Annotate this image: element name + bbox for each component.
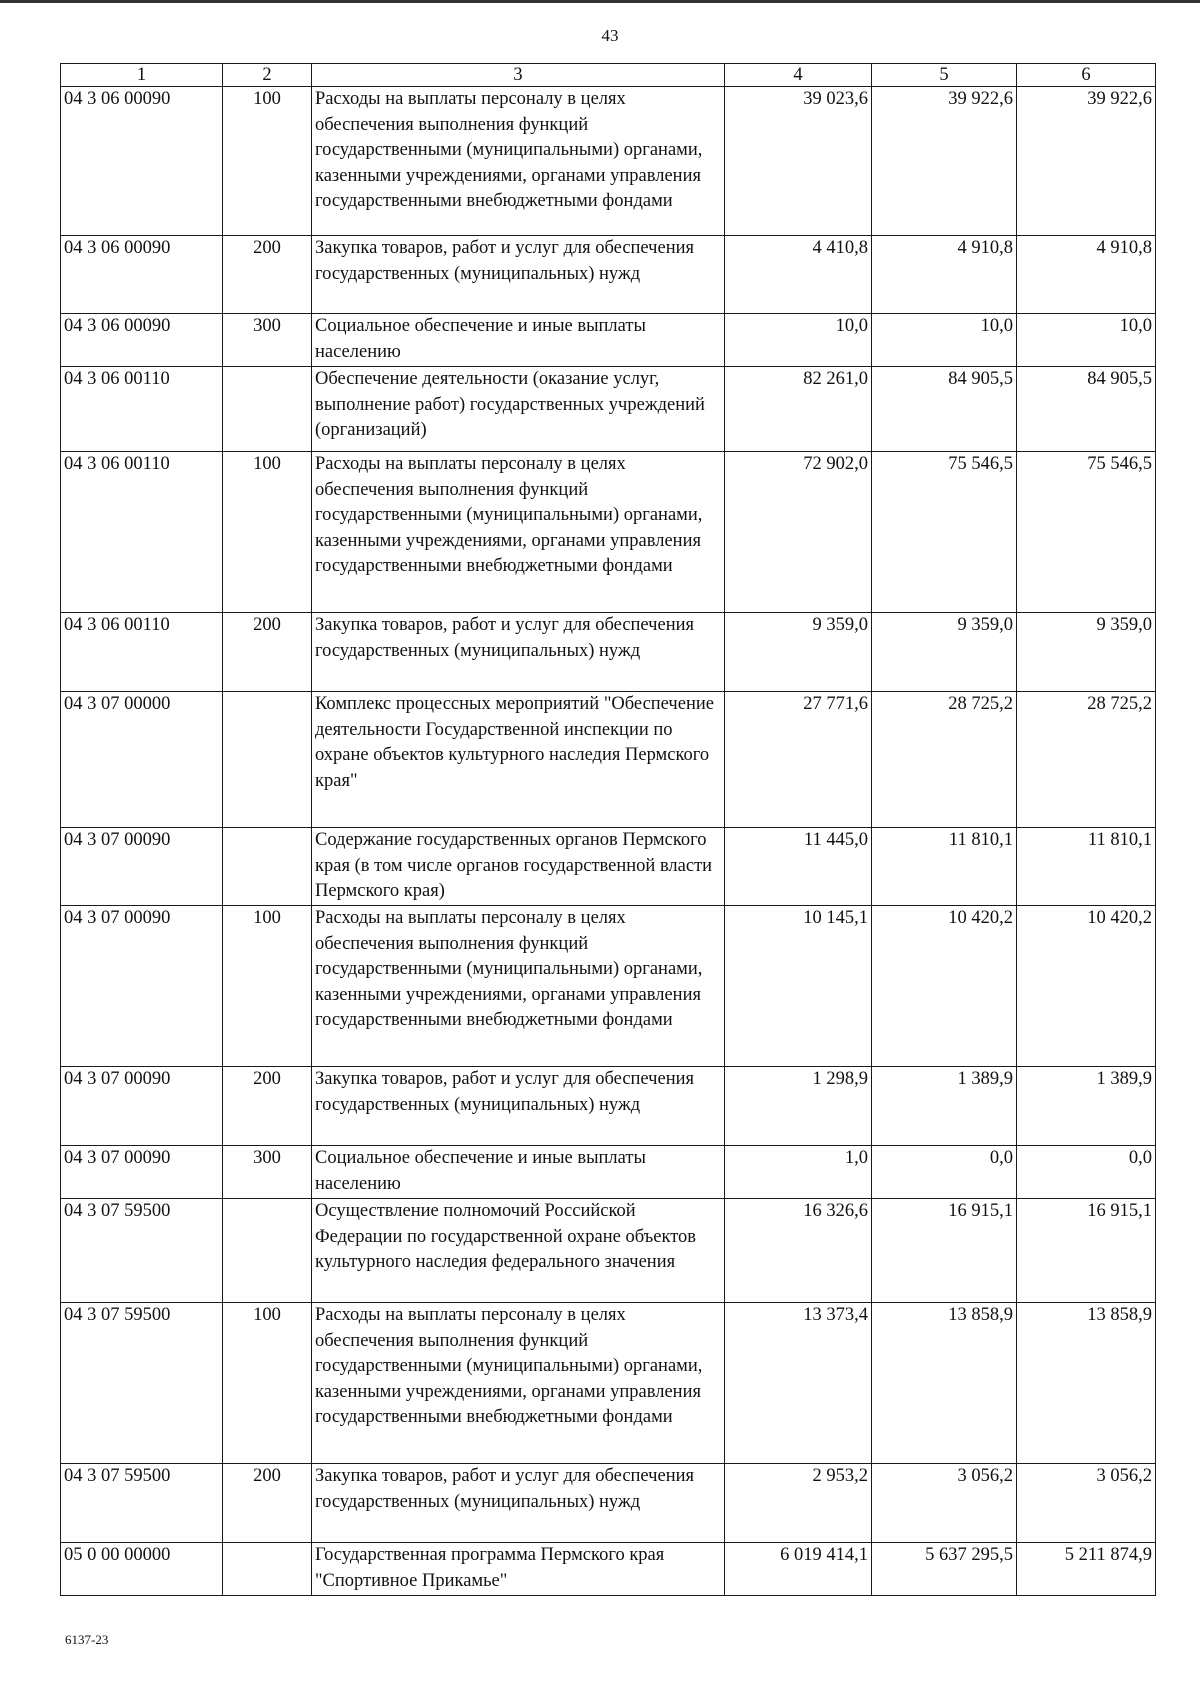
cell-value-3: 16 915,1: [1017, 1199, 1156, 1303]
table-row: [61, 1199, 1156, 1303]
cell-name: Расходы на выплаты персоналу в целях обеспечения выполнения функций государственными (муниципальными) органами, казенными учреждениями, органами управления государственными внебюджетными фондами: [312, 1303, 725, 1464]
cell-value-3: 0,0: [1017, 1146, 1156, 1199]
cell-value-2: 4 910,8: [872, 236, 1017, 314]
cell-name: Обеспечение деятельности (оказание услуг, выполнение работ) государственных учреждений (организаций): [312, 367, 725, 452]
cell-code: 04 3 06 00110: [61, 367, 223, 452]
cell-value-1: 82 261,0: [725, 367, 872, 452]
cell-value-2: 0,0: [872, 1146, 1017, 1199]
cell-type: 100: [223, 87, 312, 236]
cell-value-2: 10 420,2: [872, 906, 1017, 1067]
cell-value-1: 4 410,8: [725, 236, 872, 314]
cell-code: 04 3 07 00090: [61, 1067, 223, 1146]
cell-type: 200: [223, 613, 312, 692]
budget-table: [60, 63, 1156, 1596]
header-cell-type: 2: [223, 64, 312, 87]
cell-value-3: 84 905,5: [1017, 367, 1156, 452]
cell-code: 04 3 06 00090: [61, 314, 223, 367]
cell-type: 100: [223, 906, 312, 1067]
cell-code: 04 3 07 59500: [61, 1303, 223, 1464]
cell-type: 200: [223, 1067, 312, 1146]
cell-value-2: 13 858,9: [872, 1303, 1017, 1464]
table-header: [61, 64, 1156, 87]
cell-name: Комплекс процессных мероприятий "Обеспечение деятельности Государственной инспекции по охране объектов культурного наследия Пермского края": [312, 692, 725, 828]
cell-name: Закупка товаров, работ и услуг для обеспечения государственных (муниципальных) нужд: [312, 1464, 725, 1543]
cell-code: 04 3 06 00110: [61, 452, 223, 613]
cell-value-3: 10 420,2: [1017, 906, 1156, 1067]
table-row: [61, 1067, 1156, 1146]
table-row: [61, 1464, 1156, 1543]
cell-value-1: 27 771,6: [725, 692, 872, 828]
cell-value-2: 16 915,1: [872, 1199, 1017, 1303]
cell-value-2: 1 389,9: [872, 1067, 1017, 1146]
cell-name: Закупка товаров, работ и услуг для обеспечения государственных (муниципальных) нужд: [312, 236, 725, 314]
cell-value-1: 2 953,2: [725, 1464, 872, 1543]
cell-name: Государственная программа Пермского края "Спортивное Прикамье": [312, 1543, 725, 1596]
table-row: [61, 1303, 1156, 1464]
table-row: [61, 692, 1156, 828]
cell-value-3: 10,0: [1017, 314, 1156, 367]
cell-value-2: 5 637 295,5: [872, 1543, 1017, 1596]
table-row: [61, 1543, 1156, 1596]
cell-type: [223, 692, 312, 828]
table-row: [61, 828, 1156, 906]
cell-type: [223, 1199, 312, 1303]
page-number: 43: [601, 26, 619, 45]
cell-name: Содержание государственных органов Пермского края (в том числе органов государственной власти Пермского края): [312, 828, 725, 906]
cell-value-2: 39 922,6: [872, 87, 1017, 236]
cell-value-3: 28 725,2: [1017, 692, 1156, 828]
cell-type: 200: [223, 1464, 312, 1543]
cell-value-3: 4 910,8: [1017, 236, 1156, 314]
cell-code: 04 3 07 00090: [61, 906, 223, 1067]
cell-value-2: 28 725,2: [872, 692, 1017, 828]
cell-value-1: 16 326,6: [725, 1199, 872, 1303]
cell-value-1: 1,0: [725, 1146, 872, 1199]
scan-top-edge: [0, 0, 1200, 3]
header-cell-value-1: 4: [725, 64, 872, 87]
table-row: [61, 236, 1156, 314]
cell-code: 04 3 07 59500: [61, 1199, 223, 1303]
cell-name: Закупка товаров, работ и услуг для обеспечения государственных (муниципальных) нужд: [312, 613, 725, 692]
cell-type: 100: [223, 452, 312, 613]
cell-type: 300: [223, 1146, 312, 1199]
cell-name: Закупка товаров, работ и услуг для обеспечения государственных (муниципальных) нужд: [312, 1067, 725, 1146]
cell-value-3: 39 922,6: [1017, 87, 1156, 236]
cell-type: [223, 367, 312, 452]
header-cell-value-2: 5: [872, 64, 1017, 87]
cell-value-2: 84 905,5: [872, 367, 1017, 452]
cell-value-1: 13 373,4: [725, 1303, 872, 1464]
cell-type: [223, 828, 312, 906]
cell-value-2: 9 359,0: [872, 613, 1017, 692]
cell-value-1: 9 359,0: [725, 613, 872, 692]
cell-value-3: 3 056,2: [1017, 1464, 1156, 1543]
cell-type: 300: [223, 314, 312, 367]
cell-code: 04 3 06 00090: [61, 87, 223, 236]
header-cell-code: 1: [61, 64, 223, 87]
cell-code: 05 0 00 00000: [61, 1543, 223, 1596]
cell-value-1: 10,0: [725, 314, 872, 367]
cell-value-3: 75 546,5: [1017, 452, 1156, 613]
cell-name: Расходы на выплаты персоналу в целях обеспечения выполнения функций государственными (муниципальными) органами, казенными учреждениями, органами управления государственными внебюджетными фондами: [312, 87, 725, 236]
cell-value-1: 72 902,0: [725, 452, 872, 613]
document-footer-code: 6137-23: [65, 1632, 109, 1647]
cell-code: 04 3 07 00090: [61, 828, 223, 906]
cell-value-1: 39 023,6: [725, 87, 872, 236]
cell-value-3: 9 359,0: [1017, 613, 1156, 692]
cell-name: Социальное обеспечение и иные выплаты населению: [312, 1146, 725, 1199]
table-row: [61, 314, 1156, 367]
table-row: [61, 87, 1156, 236]
cell-name: Расходы на выплаты персоналу в целях обеспечения выполнения функций государственными (муниципальными) органами, казенными учреждениями, органами управления государственными внебюджетными фондами: [312, 452, 725, 613]
cell-code: 04 3 07 59500: [61, 1464, 223, 1543]
cell-code: 04 3 07 00000: [61, 692, 223, 828]
table-row: [61, 613, 1156, 692]
cell-code: 04 3 06 00110: [61, 613, 223, 692]
table-row: [61, 452, 1156, 613]
cell-value-1: 6 019 414,1: [725, 1543, 872, 1596]
cell-value-3: 5 211 874,9: [1017, 1543, 1156, 1596]
cell-value-2: 75 546,5: [872, 452, 1017, 613]
header-row: [61, 64, 1156, 87]
cell-value-1: 1 298,9: [725, 1067, 872, 1146]
cell-name: Осуществление полномочий Российской Федерации по государственной охране объектов культурного наследия федерального значения: [312, 1199, 725, 1303]
cell-value-3: 13 858,9: [1017, 1303, 1156, 1464]
cell-value-1: 11 445,0: [725, 828, 872, 906]
header-cell-name: 3: [312, 64, 725, 87]
cell-value-3: 11 810,1: [1017, 828, 1156, 906]
cell-code: 04 3 06 00090: [61, 236, 223, 314]
cell-value-2: 3 056,2: [872, 1464, 1017, 1543]
table-row: [61, 906, 1156, 1067]
cell-code: 04 3 07 00090: [61, 1146, 223, 1199]
cell-name: Социальное обеспечение и иные выплаты населению: [312, 314, 725, 367]
cell-type: [223, 1543, 312, 1596]
cell-value-3: 1 389,9: [1017, 1067, 1156, 1146]
cell-value-1: 10 145,1: [725, 906, 872, 1067]
cell-type: 200: [223, 236, 312, 314]
cell-value-2: 10,0: [872, 314, 1017, 367]
table-row: [61, 367, 1156, 452]
table-row: [61, 1146, 1156, 1199]
cell-value-2: 11 810,1: [872, 828, 1017, 906]
cell-name: Расходы на выплаты персоналу в целях обеспечения выполнения функций государственными (муниципальными) органами, казенными учреждениями, органами управления государственными внебюджетными фондами: [312, 906, 725, 1067]
cell-type: 100: [223, 1303, 312, 1464]
header-cell-value-3: 6: [1017, 64, 1156, 87]
table-body: [61, 87, 1156, 1596]
